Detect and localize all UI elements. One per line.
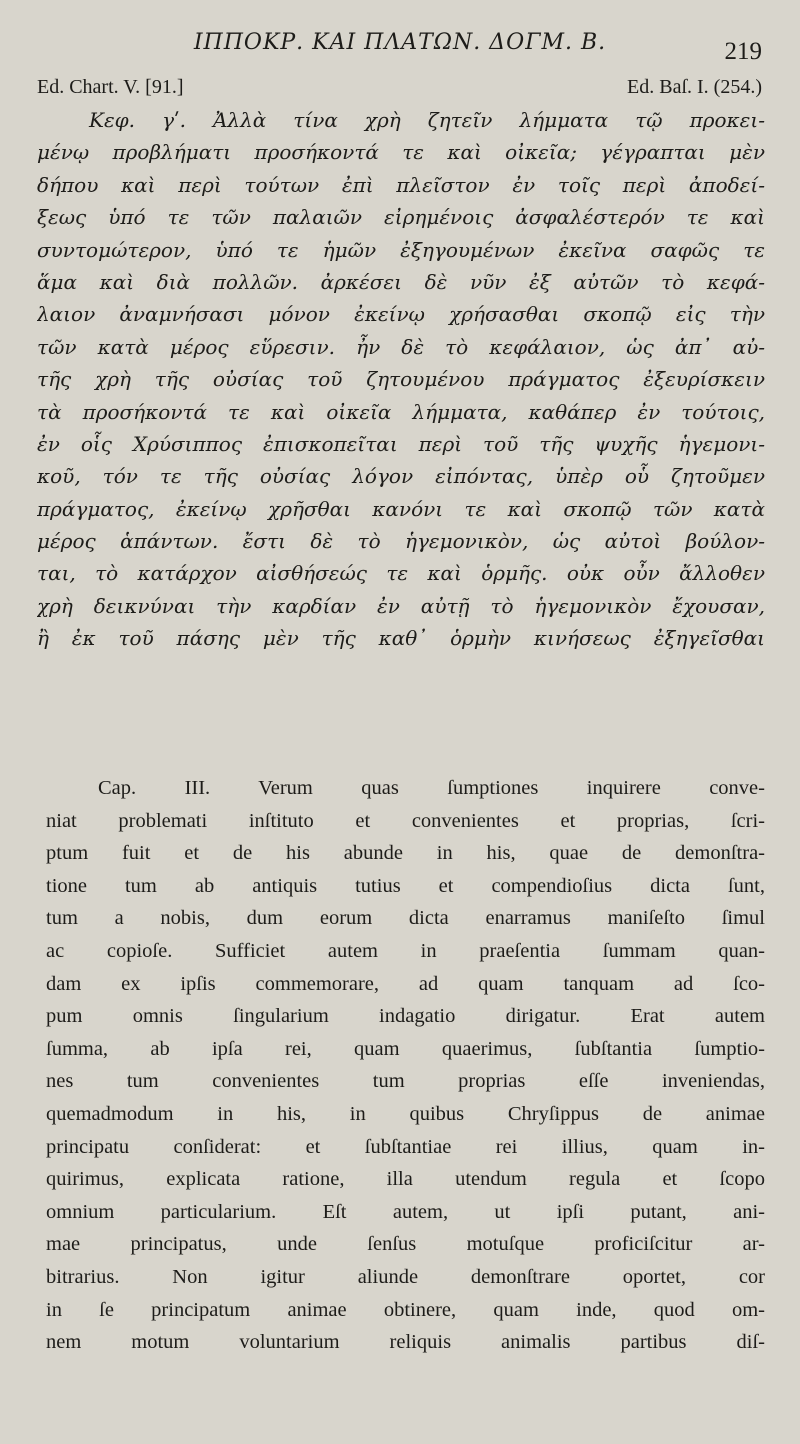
greek-line: κοῦ, τόν τε τῆς οὐσίας λόγον εἰπόντας, ὑπὲρ οὗ ζητοῦμεν: [37, 464, 765, 489]
greek-line: ἢ ἐκ τοῦ πάσης μὲν τῆς καθ᾽ ὁρμὴν κινήσεως ἐξηγεῖσθαι: [37, 626, 765, 651]
latin-line: principatu conſiderat: et ſubſtantiae rei illius, quam in-: [46, 1135, 765, 1158]
latin-line: tum a nobis, dum eorum dicta enarramus maniſeſto ſimul: [46, 907, 765, 930]
latin-line: bitrarius. Non igitur aliunde demonſtrare oportet, cor: [46, 1265, 765, 1288]
greek-line: ἅμα καὶ διὰ πολλῶν. ἀρκέσει δὲ νῦν ἐξ αὐτῶν τὸ κεφά-: [37, 269, 765, 294]
greek-line: τῆς χρὴ τῆς οὐσίας τοῦ ζητουμένου πράγματος ἐξευρίσκειν: [37, 367, 765, 392]
greek-line: τῶν κατὰ μέρος εὕρεσιν. ἦν δὲ τὸ κεφάλαιον, ὡς ἀπ᾽ αὐ-: [37, 334, 765, 359]
greek-line: πράγματος, ἐκείνῳ χρῆσθαι κανόνι τε καὶ σκοπῷ τῶν κατὰ: [37, 496, 765, 521]
latin-line: ac copioſe. Sufficiet autem in praeſentia ſummam quan-: [46, 939, 765, 962]
greek-line: Κεφ. γʹ. Ἀλλὰ τίνα χρὴ ζητεῖν λήμματα τῷ προκει-: [89, 108, 765, 132]
latin-line: Cap. III. Verum quas ſumptiones inquirere conve-: [98, 777, 765, 799]
latin-line: dam ex ipſis commemorare, ad quam tanquam ad ſco-: [46, 972, 765, 995]
latin-line: mae principatus, unde ſenſus motuſque proficiſcitur ar-: [46, 1233, 765, 1256]
latin-line: niat problemati inſtituto et convenientes et proprias, ſcri-: [46, 809, 765, 832]
latin-line: in ſe principatum animae obtinere, quam inde, quod om-: [46, 1298, 765, 1321]
latin-line: nes tum convenientes tum proprias eſſe inveniendas,: [46, 1070, 765, 1093]
latin-line: ſumma, ab ipſa rei, quam quaerimus, ſubſtantia ſumptio-: [46, 1037, 765, 1060]
latin-line: omnium particularium. Eſt autem, ut ipſi putant, ani-: [46, 1200, 765, 1223]
greek-line: ξεως ὑπό τε τῶν παλαιῶν εἰρημένοις ἀσφαλέστερόν τε καὶ: [37, 205, 765, 230]
greek-text-block: [37, 104, 765, 655]
latin-line: tione tum ab antiquis tutius et compendioſius dicta ſunt,: [46, 874, 765, 897]
greek-line: συντομώτερον, ὑπό τε ἡμῶν ἐξηγουμένων ἐκεῖνα σαφῶς τε: [37, 237, 765, 262]
latin-text-block: [46, 772, 765, 1359]
latin-line: ptum fuit et de his abunde in his, quae de demonſtra-: [46, 842, 765, 865]
latin-line: pum omnis ſingularium indagatio dirigatur. Erat autem: [46, 1005, 765, 1028]
edition-reference-basel: Ed. Baſ. I. (254.): [627, 76, 762, 98]
greek-line: μέρος ἁπάντων. ἔστι δὲ τὸ ἡγεμονικὸν, ὡς αὐτοὶ βούλον-: [37, 529, 765, 554]
greek-line: ται, τὸ κατάρχον αἰσθήσεώς τε καὶ ὁρμῆς. οὐκ οὖν ἄλλοθεν: [37, 561, 765, 586]
latin-line: quirimus, explicata ratione, illa utendum regula et ſcopo: [46, 1168, 765, 1191]
greek-line: τὰ προσήκοντά τε καὶ οἰκεῖα λήμματα, καθάπερ ἐν τούτοις,: [37, 399, 765, 424]
latin-line: nem motum voluntarium reliquis animalis partibus diſ-: [46, 1331, 765, 1354]
greek-line: μένῳ προβλήματι προσήκοντά τε καὶ οἰκεῖα; γέγραπται μὲν: [37, 140, 765, 165]
greek-line: δήπου καὶ περὶ τούτων ἐπὶ πλεῖστον ἐν τοῖς περὶ ἀποδεί-: [37, 172, 765, 197]
edition-reference-chartier: Ed. Chart. V. [91.]: [37, 76, 184, 98]
latin-line: quemadmodum in his, in quibus Chryſippus de animae: [46, 1102, 765, 1125]
greek-line: ἐν οἷς Χρύσιππος ἐπισκοπεῖται περὶ τοῦ τῆς ψυχῆς ἡγεμονι-: [37, 431, 765, 456]
page-number: 219: [724, 38, 762, 65]
greek-line: χρὴ δεικνύναι τὴν καρδίαν ἐν αὐτῇ τὸ ἡγεμονικὸν ἔχουσαν,: [37, 593, 765, 618]
running-head: ΙΠΠΟΚΡ. ΚΑΙ ΠΛΑΤΩΝ. ΔΟΓΜ. Β.: [193, 30, 607, 55]
greek-line: λαιον ἀναμνήσασι μόνον ἐκείνῳ χρήσασθαι σκοπῷ εἰς τὴν: [37, 302, 765, 327]
